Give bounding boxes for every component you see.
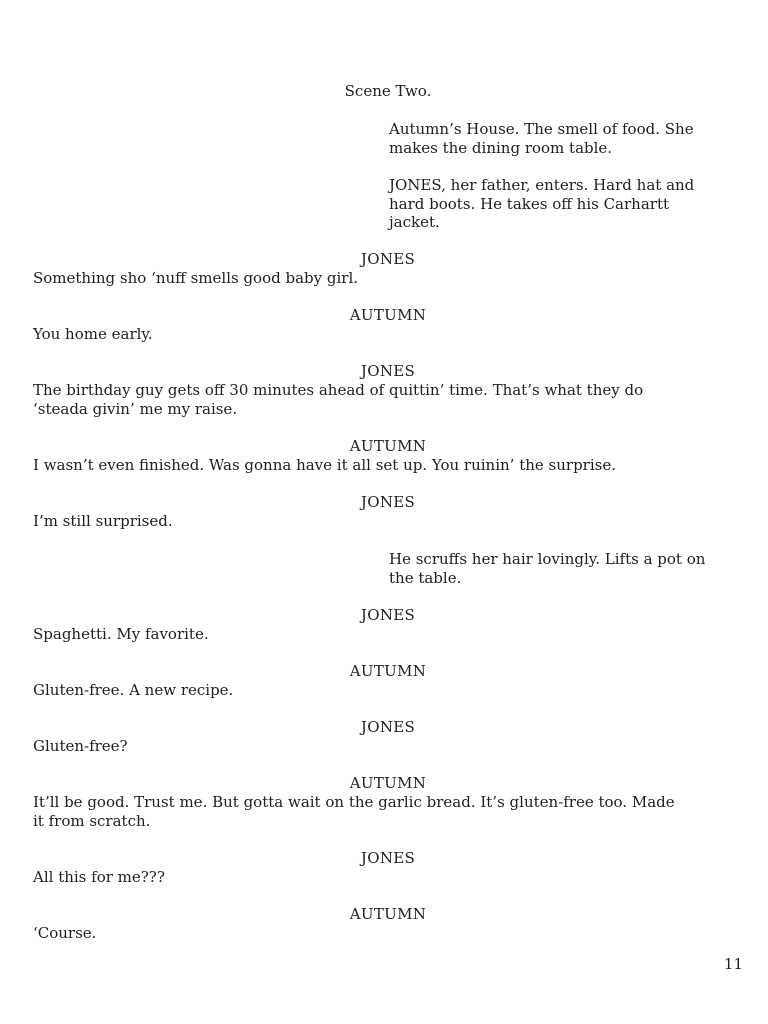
dialogue-line: All this for me??? bbox=[33, 868, 165, 886]
direction-line: jacket. bbox=[389, 213, 440, 231]
dialogue bbox=[33, 512, 748, 531]
dialogue-line: it from scratch. bbox=[33, 811, 151, 830]
direction-line: He scruffs her hair lovingly. Lifts a pot on bbox=[389, 550, 706, 568]
character-name: AUTUMN bbox=[349, 774, 427, 792]
dialogue-line: Something sho ‘nuff smells good baby girl. bbox=[33, 269, 359, 287]
direction-line: Autumn’s House. The smell of food. She bbox=[389, 120, 694, 138]
character-name: JONES bbox=[360, 718, 416, 736]
page-number: 11 bbox=[723, 955, 743, 973]
direction-line: JONES, her father, enters. Hard hat and bbox=[389, 176, 695, 194]
character-name: AUTUMN bbox=[349, 306, 427, 324]
dialogue-line: You home early. bbox=[33, 325, 153, 343]
dialogue-line: It’ll be good. Trust me. But gotta wait on the garlic bread. It’s gluten-free too. Made bbox=[33, 793, 675, 811]
dialogue-line: ‘Course. bbox=[33, 924, 97, 942]
stage-direction bbox=[389, 176, 749, 232]
character-name: AUTUMN bbox=[349, 662, 427, 680]
character-name: AUTUMN bbox=[349, 905, 427, 923]
dialogue-line: Spaghetti. My favorite. bbox=[33, 625, 209, 643]
character-name: JONES bbox=[360, 606, 416, 624]
direction-line: the table. bbox=[389, 568, 462, 587]
dialogue-line: Gluten-free. A new recipe. bbox=[33, 681, 234, 699]
dialogue bbox=[33, 793, 748, 830]
dialogue-line: Gluten-free? bbox=[33, 737, 128, 755]
dialogue bbox=[33, 456, 748, 475]
character-name: JONES bbox=[360, 362, 416, 380]
dialogue bbox=[33, 325, 748, 344]
dialogue-line: I’m still surprised. bbox=[33, 512, 173, 530]
character-name: JONES bbox=[360, 493, 416, 511]
dialogue-line: The birthday guy gets off 30 minutes ahead of quittin’ time. That’s what they do bbox=[33, 381, 644, 399]
dialogue bbox=[33, 269, 748, 288]
scene-heading: Scene Two. bbox=[344, 82, 432, 100]
dialogue bbox=[33, 681, 748, 700]
direction-line: makes the dining room table. bbox=[389, 138, 613, 157]
dialogue bbox=[33, 381, 748, 418]
stage-direction bbox=[389, 550, 749, 587]
dialogue-line: I wasn’t even finished. Was gonna have it all set up. You ruinin’ the surprise. bbox=[33, 456, 616, 474]
direction-line: hard boots. He takes off his Carhartt bbox=[389, 194, 669, 213]
character-name: JONES bbox=[360, 250, 416, 268]
character-name: AUTUMN bbox=[349, 437, 427, 455]
dialogue-line: ‘steada givin’ me my raise. bbox=[33, 399, 238, 418]
character-name: JONES bbox=[360, 849, 416, 867]
stage-direction bbox=[389, 120, 749, 157]
dialogue bbox=[33, 737, 748, 756]
dialogue bbox=[33, 868, 748, 887]
dialogue bbox=[33, 924, 748, 943]
dialogue bbox=[33, 625, 748, 644]
